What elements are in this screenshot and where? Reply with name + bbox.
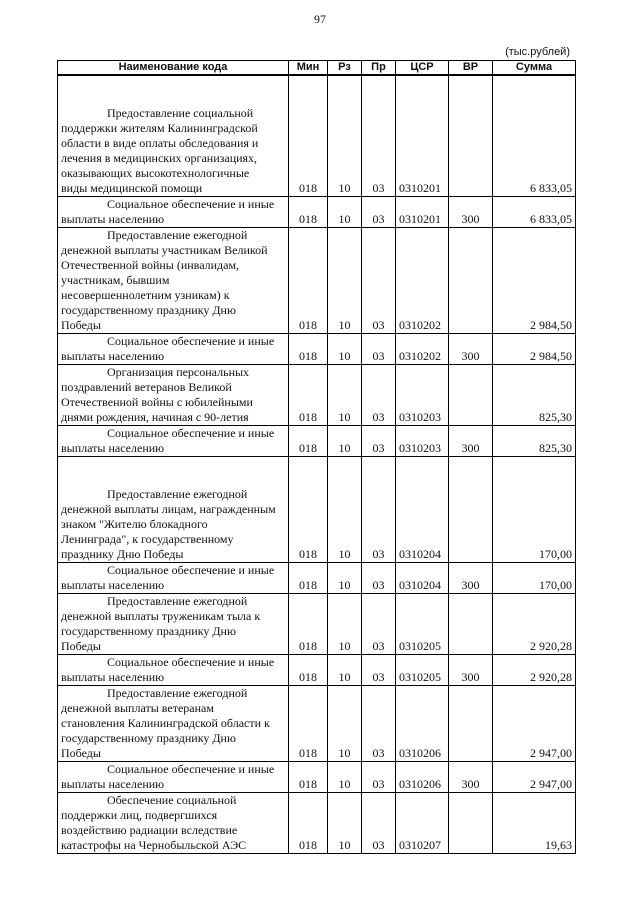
cell-vr: 300 [449,334,493,365]
name-line: Предоставление ежегодной [107,686,248,700]
name-line: поддержки жителям Калининградской [61,121,258,135]
cell-vr [449,75,493,197]
cell-vr: 300 [449,197,493,228]
cell-csr: 0310204 [396,457,449,563]
cell-csr: 0310205 [396,655,449,686]
header-sum: Сумма [493,61,576,76]
cell-sum: 2 947,00 [493,762,576,793]
cell-csr: 0310203 [396,365,449,426]
cell-pr: 03 [362,334,396,365]
cell-sum: 6 833,05 [493,197,576,228]
cell-rz: 10 [328,563,362,594]
cell-csr: 0310202 [396,228,449,334]
cell-name [58,594,289,655]
cell-min: 018 [289,686,328,762]
cell-rz: 10 [328,426,362,457]
budget-table [57,60,576,854]
cell-rz: 10 [328,334,362,365]
name-line: Социальное обеспечение и иные [107,334,275,348]
cell-vr [449,594,493,655]
name-line: Предоставление ежегодной [107,594,248,608]
cell-vr: 300 [449,563,493,594]
cell-min: 018 [289,334,328,365]
cell-pr: 03 [362,594,396,655]
cell-name [58,365,289,426]
name-line: Предоставление социальной [107,106,254,120]
units-label: (тыс.рублей) [505,46,570,58]
cell-min: 018 [289,457,328,563]
cell-sum: 2 920,28 [493,655,576,686]
table-row [58,563,576,594]
name-line: днями рождения, начиная с 90-летия [61,410,249,424]
cell-pr: 03 [362,365,396,426]
name-line: празднику Дню Победы [61,547,184,561]
table-row [58,75,576,197]
cell-min: 018 [289,655,328,686]
name-line: государственному празднику Дню [61,303,236,317]
cell-sum: 825,30 [493,426,576,457]
cell-sum: 2 984,50 [493,334,576,365]
cell-sum: 2 984,50 [493,228,576,334]
header-vr: ВР [449,61,493,76]
cell-name [58,426,289,457]
name-line: денежной выплаты участникам Великой [61,243,268,257]
cell-rz: 10 [328,594,362,655]
table-body [58,75,576,854]
name-line: выплаты населению [61,578,165,592]
cell-name [58,655,289,686]
cell-min: 018 [289,197,328,228]
cell-name [58,762,289,793]
name-line: Победы [61,318,101,332]
header-min: Мин [289,61,328,76]
cell-name [58,686,289,762]
table-row [58,655,576,686]
name-line: Социальное обеспечение и иные [107,762,275,776]
cell-name [58,334,289,365]
name-line: поддержки лиц, подвергшихся [61,808,218,822]
table-row [58,197,576,228]
cell-csr: 0310201 [396,75,449,197]
name-line: денежной выплаты труженикам тыла к [61,609,261,623]
cell-pr: 03 [362,686,396,762]
cell-csr: 0310201 [396,197,449,228]
name-line: поздравлений ветеранов Великой [61,380,232,394]
cell-min: 018 [289,228,328,334]
cell-csr: 0310207 [396,793,449,854]
cell-csr: 0310204 [396,563,449,594]
name-line: Социальное обеспечение и иные [107,655,275,669]
name-line: участникам, бывшим [61,273,170,287]
name-line: катастрофы на Чернобыльской АЭС [61,838,247,852]
name-line: Обеспечение социальной [107,793,237,807]
name-line: выплаты населению [61,777,165,791]
cell-rz: 10 [328,762,362,793]
cell-csr: 0310206 [396,762,449,793]
header-rz: Рз [328,61,362,76]
cell-name [58,75,289,197]
cell-sum: 19,63 [493,793,576,854]
cell-sum: 825,30 [493,365,576,426]
name-line: виды медицинской помощи [61,181,203,195]
cell-sum: 2 920,28 [493,594,576,655]
name-line: Ленинграда", к государственному [61,532,234,546]
table-row [58,426,576,457]
cell-min: 018 [289,75,328,197]
name-line: знаком "Жителю блокадного [61,517,208,531]
cell-pr: 03 [362,197,396,228]
name-line: Социальное обеспечение и иные [107,197,275,211]
cell-pr: 03 [362,457,396,563]
name-line: Предоставление ежегодной [107,487,248,501]
cell-vr: 300 [449,655,493,686]
cell-pr: 03 [362,75,396,197]
name-line: оказывающих высокотехнологичные [61,166,250,180]
cell-sum: 6 833,05 [493,75,576,197]
header-csr: ЦСР [396,61,449,76]
table-row [58,228,576,334]
cell-rz: 10 [328,365,362,426]
name-line: несовершеннолетним узникам) к [61,288,230,302]
cell-pr: 03 [362,762,396,793]
table-row [58,686,576,762]
table-header-row [58,61,576,76]
cell-vr [449,457,493,563]
name-line: Победы [61,746,101,760]
name-line: денежной выплаты ветеранам [61,701,214,715]
cell-min: 018 [289,793,328,854]
name-line: Социальное обеспечение и иные [107,563,275,577]
cell-name [58,457,289,563]
cell-name [58,197,289,228]
name-line: выплаты населению [61,670,165,684]
table-row [58,334,576,365]
cell-pr: 03 [362,793,396,854]
name-line: Отечественной войны (инвалидам, [61,258,240,272]
name-line: Отечественной войны с юбилейными [61,395,253,409]
name-line: области в виде оплаты обследования и [61,136,259,150]
cell-vr [449,365,493,426]
cell-vr: 300 [449,426,493,457]
table-row [58,457,576,563]
name-line: выплаты населению [61,212,165,226]
table-row [58,762,576,793]
cell-pr: 03 [362,228,396,334]
cell-sum: 170,00 [493,457,576,563]
name-line: государственному празднику Дню [61,624,236,638]
cell-vr [449,793,493,854]
header-pr: Пр [362,61,396,76]
table-row [58,793,576,854]
cell-sum: 2 947,00 [493,686,576,762]
cell-vr: 300 [449,762,493,793]
cell-rz: 10 [328,686,362,762]
name-line: Победы [61,639,101,653]
cell-rz: 10 [328,457,362,563]
cell-min: 018 [289,594,328,655]
cell-vr [449,686,493,762]
table-row [58,365,576,426]
name-line: Предоставление ежегодной [107,228,248,242]
name-line: денежной выплаты лицам, награжденным [61,502,276,516]
cell-rz: 10 [328,75,362,197]
cell-rz: 10 [328,793,362,854]
cell-rz: 10 [328,197,362,228]
cell-csr: 0310205 [396,594,449,655]
cell-min: 018 [289,426,328,457]
name-line: выплаты населению [61,441,165,455]
cell-min: 018 [289,762,328,793]
table-row [58,594,576,655]
cell-vr [449,228,493,334]
name-line: Организация персональных [107,365,250,379]
page-number: 97 [314,12,326,26]
cell-pr: 03 [362,426,396,457]
cell-rz: 10 [328,228,362,334]
cell-min: 018 [289,563,328,594]
name-line: государственному празднику Дню [61,731,236,745]
cell-name [58,793,289,854]
name-line: Социальное обеспечение и иные [107,426,275,440]
cell-csr: 0310202 [396,334,449,365]
name-line: лечения в медицинских организациях, [61,151,258,165]
name-line: становления Калининградской области к [61,716,270,730]
cell-sum: 170,00 [493,563,576,594]
header-name: Наименование кода [58,61,289,76]
cell-pr: 03 [362,563,396,594]
cell-name [58,228,289,334]
name-line: выплаты населению [61,349,165,363]
cell-min: 018 [289,365,328,426]
cell-rz: 10 [328,655,362,686]
cell-name [58,563,289,594]
name-line: воздействию радиации вследствие [61,823,238,837]
cell-csr: 0310206 [396,686,449,762]
cell-pr: 03 [362,655,396,686]
cell-csr: 0310203 [396,426,449,457]
